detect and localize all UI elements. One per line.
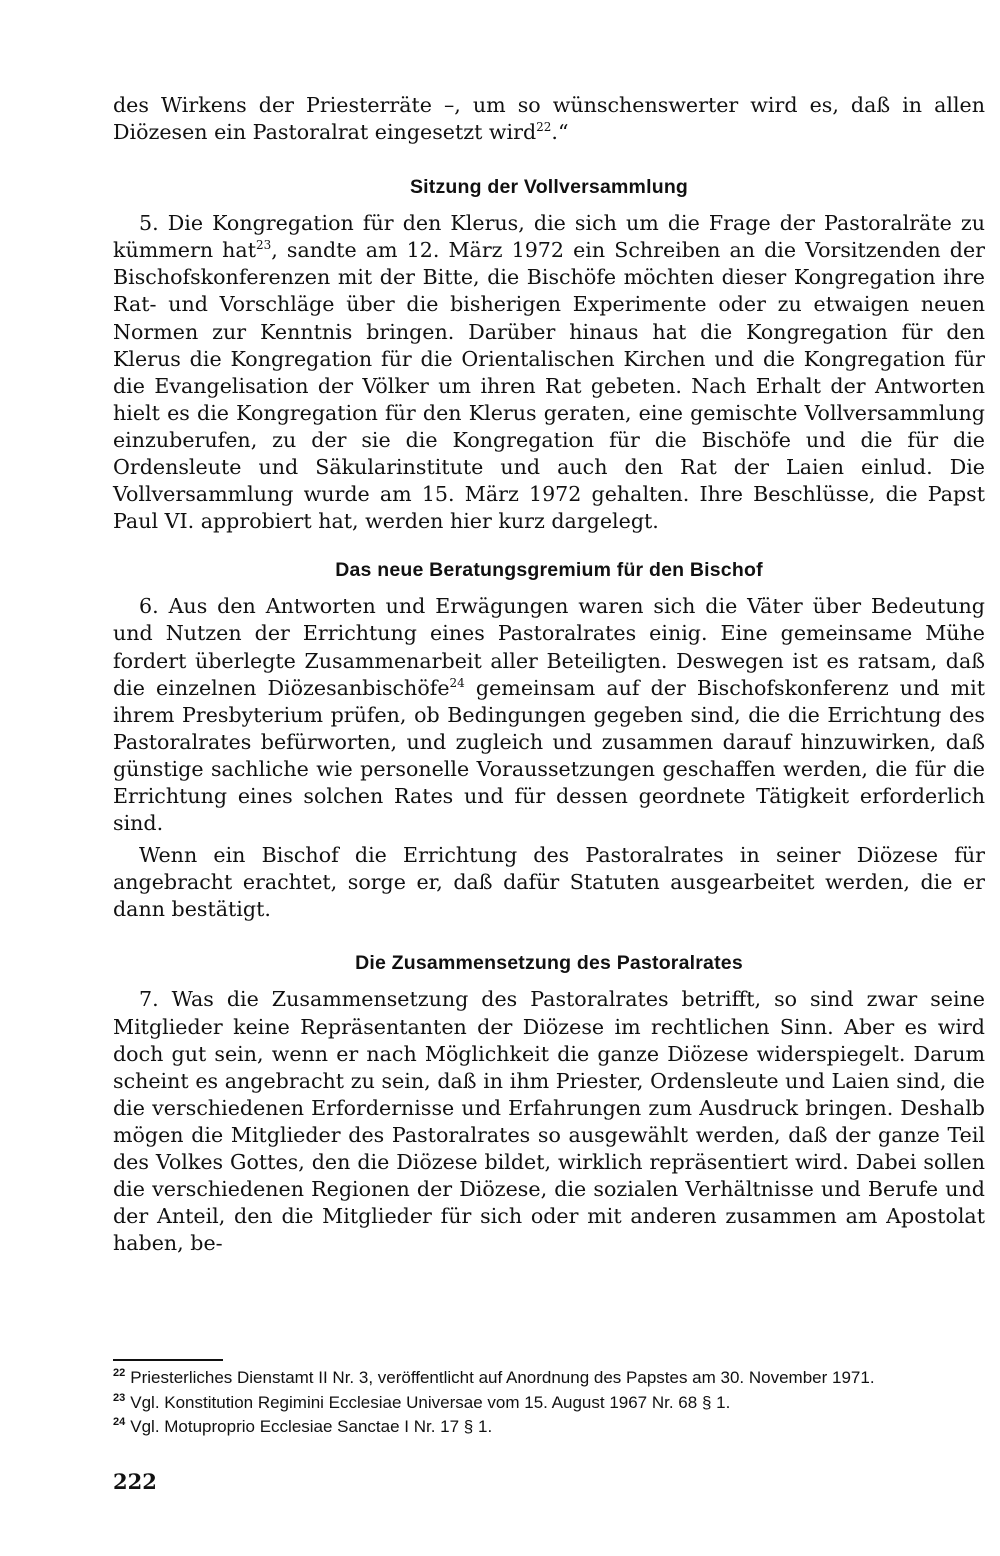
footnote-mark: 22: [113, 1367, 126, 1380]
intro-paragraph: [113, 92, 985, 146]
footnote-22: [113, 1366, 985, 1391]
footnote-text: Vgl. Konstitution Regimini Ecclesiae Universae vom 15. August 1967 Nr. 68 § 1.: [130, 1392, 731, 1412]
paragraph-6-continued: Wenn ein Bischof die Errichtung des Pastoralrates in seiner Diözese für angebracht erachtet, sorge er, daß dafür Statuten ausgearbeitet werden, die er dann bestätigt.: [113, 843, 985, 922]
page-number: 222: [113, 1469, 157, 1494]
paragraph-6: [113, 593, 985, 837]
footnote-divider: [113, 1359, 223, 1361]
footnote-ref-23[interactable]: 23: [256, 238, 272, 253]
footnote-23: [113, 1391, 985, 1416]
section-heading-zusammensetzung: Die Zusammensetzung des Pastoralrates: [355, 952, 743, 975]
section-heading-beratungsgremium: Das neue Beratungsgremium für den Bischof: [335, 559, 763, 582]
paragraph-5: [113, 210, 985, 535]
paragraph-6-text-before: 6. Aus den Antworten und Erwägungen waren sich die Väter über Bedeutung und Nutzen der Errichtung eines Pastoralrates einig. Eine gemeinsame Mühe fordert überlegte Zusammenarbeit aller Beteiligten. Deswegen ist es ratsam, daß die einzelnen Diözesanbischöfe: [113, 594, 985, 700]
paragraph-7: 7. Was die Zusammensetzung des Pastoralrates betrifft, so sind zwar seine Mitglieder keine Repräsentanten der Diözese im rechtlichen Sinn. Aber es wird doch gut sein, wenn er nach Möglichkeit die ganze Diözese widerspiegelt. Darum scheint es angebracht zu sein, daß in ihm Priester, Ordensleute und Laien sind, die die verschiedenen Erfordernisse und Erfahrungen zum Ausdruck bringen. Deshalb mögen die Mitglieder des Pastoralrates so ausgewählt werden, daß der ganze Teil des Volkes Gottes, den die Diözese bildet, wirklich repräsentiert wird. Dabei sollen die verschiedenen Regionen der Diözese, die sozialen Verhältnisse und Berufe und der Anteil, den die Mitglieder für sich oder mit anderen zusammen am Apostolat haben, be-: [113, 987, 985, 1256]
intro-text: des Wirkens der Priesterräte –, um so wünschenswerter wird es, daß in allen Diözesen ein Pastoralrat eingesetzt wird: [113, 93, 985, 145]
paragraph-6-text-after: gemeinsam auf der Bischofskonferenz und mit ihrem Presbyterium prüfen, ob Bedingungen gegeben sind, die die Errichtung des Pastoralrates befürworten, und zugleich und zusammen darauf hinzuwirken, daß günstige sachliche wie personelle Voraussetzungen geschaffen werden, die für die Errichtung eines solchen Rates und für dessen geordnete Tätigkeit erforderlich sind.: [113, 675, 985, 836]
footnote-ref-24[interactable]: 24: [449, 675, 465, 690]
paragraph-5-text-before: 5. Die Kongregation für den Klerus, die sich um die Frage der Pastoralräte zu kümmern hat: [113, 211, 985, 263]
page-body: [113, 92, 985, 1257]
intro-suffix: .“: [551, 120, 569, 145]
footnote-ref-22[interactable]: 22: [536, 120, 552, 135]
footnote-24: [113, 1415, 985, 1440]
footnote-mark: 23: [113, 1391, 126, 1404]
paragraph-5-text-after: , sandte am 12. März 1972 ein Schreiben an die Vorsitzenden der Bischofskonferenzen mit der Bitte, die Bischöfe möchten dieser Kongregation ihre Rat- und Vorschläge über die bisherigen Experimente oder zu etwaigen neuen Normen zur Kenntnis bringen. Darüber hinaus hat die Kongregation für den Klerus die Kongregation für die Orientalischen Kirchen und die Kongregation für die Evangelisation der Völker um ihren Rat gebeten. Nach Erhalt der Antworten hielt es die Kongregation für den Klerus geraten, eine gemischte Vollversammlung einzuberufen, zu der sie die Kongregation für die Bischöfe und die für die Ordensleute und Säkularinstitute und auch den Rat der Laien einlud. Die Vollversammlung wurde am 15. März 1972 gehalten. Ihre Beschlüsse, die Papst Paul VI. approbiert hat, werden hier kurz dargelegt.: [113, 238, 985, 534]
section-heading-sitzung: Sitzung der Vollversammlung: [409, 176, 689, 199]
footnote-mark: 24: [113, 1416, 126, 1429]
footnote-text: Priesterliches Dienstamt II Nr. 3, veröffentlicht auf Anordnung des Papstes am 30. November 1971.: [130, 1368, 875, 1387]
footnote-text: Vgl. Motuproprio Ecclesiae Sanctae I Nr. 17 § 1.: [130, 1417, 493, 1436]
footnotes-block: [113, 1366, 985, 1440]
